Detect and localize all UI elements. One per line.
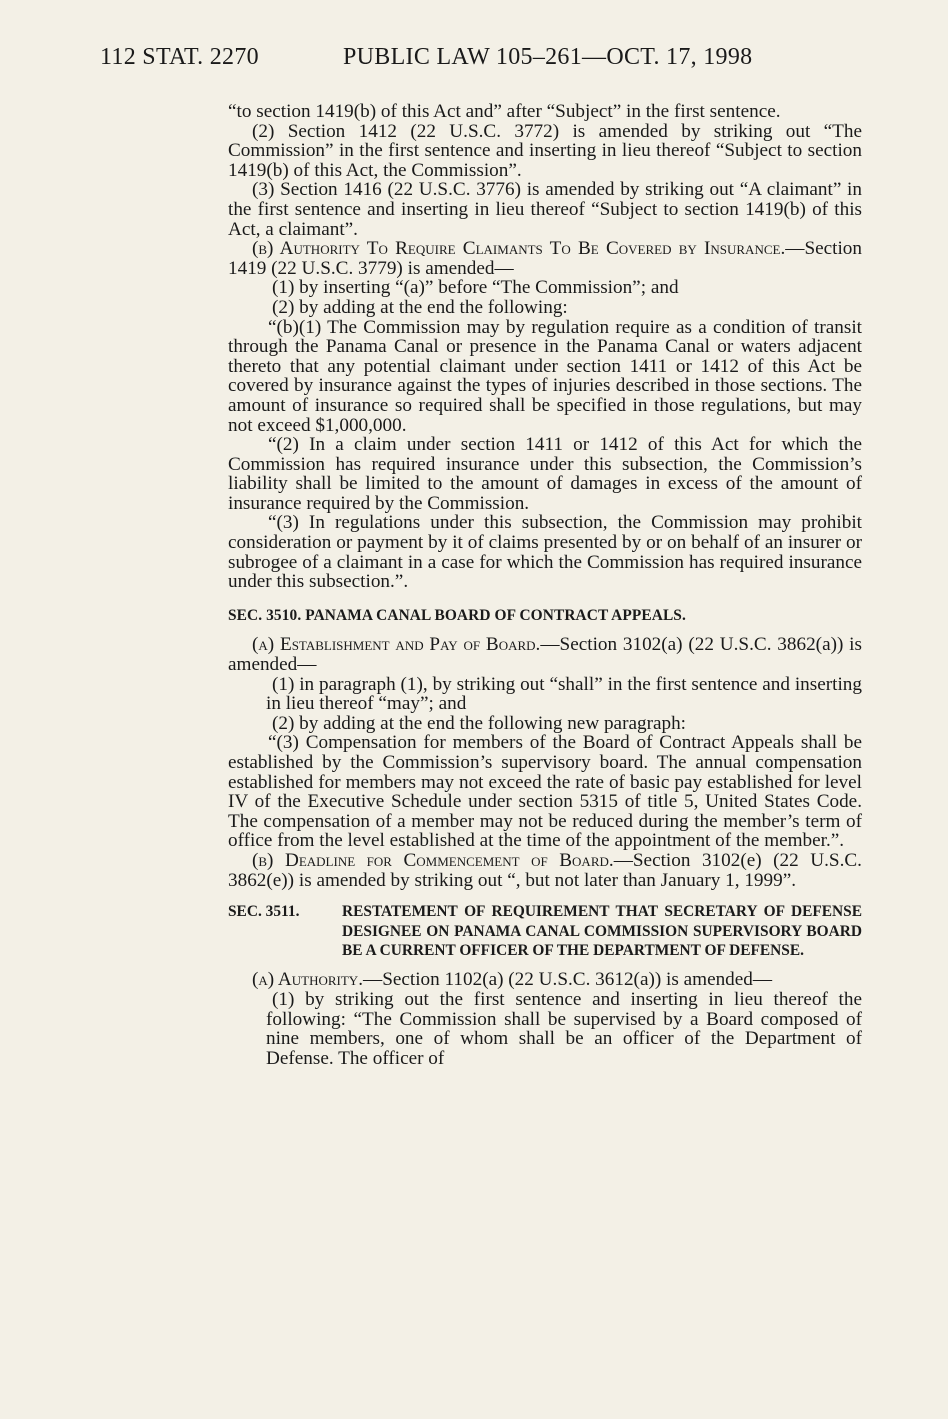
subsection-caption: (a) Authority. <box>252 969 363 991</box>
quoted-paragraph-b1: “(b)(1) The Commission may by regulation require as a condition of transit through the Panama Canal or presence in the Panama Canal or waters adjacent thereto that any potential claimant under section 1411 or 1412 of this Act be covered by insurance against the types of injuries described in those sections. The amount of insurance so required shall be specified in those regulations, but may not exceed $1,000,000. <box>228 316 862 436</box>
public-law-title: PUBLIC LAW 105–261—OCT. 17, 1998 <box>343 44 753 70</box>
clause-1-paragraph: (1) in paragraph (1), by striking out “shall” in the first sentence and inserting in lieu thereof “may”; and <box>266 673 862 715</box>
clause-1-inserting: (1) by inserting “(a)” before “The Commission”; and <box>272 277 679 299</box>
section-heading-3511 <box>228 902 862 960</box>
subsection-caption: (b) Authority To Require Claimants To Be Covered by Insurance. <box>252 238 786 260</box>
running-header <box>100 44 860 84</box>
subsection-caption: (b) Deadline for Commencement of Board. <box>252 849 614 871</box>
subsection-text: —Section 1419 (22 U.S.C. 3779) is amended— <box>228 238 862 279</box>
paragraph-section-1416: (3) Section 1416 (22 U.S.C. 3776) is amended by striking out “A claimant” in the first sentence and inserting in lieu thereof “Subject to section 1419(b) of this Act, a claimant”. <box>228 179 862 240</box>
document-body <box>228 102 862 1068</box>
section-title: RESTATEMENT OF REQUIREMENT THAT SECRETARY OF DEFENSE DESIGNEE ON PANAMA CANAL COMMISSION SUPERVISORY BOARD BE A CURRENT OFFICER OF THE DEPARTMENT OF DEFENSE. <box>342 903 862 959</box>
clause-2-adding: (2) by adding at the end the following: <box>272 296 568 318</box>
subsection-text: —Section 3102(a) (22 U.S.C. 3862(a)) is amended— <box>228 634 862 676</box>
section-number: SEC. 3511. <box>228 903 300 921</box>
subsection-b-deadline <box>228 851 862 890</box>
clause-2-new-paragraph: (2) by adding at the end the following new paragraph: <box>272 712 687 734</box>
quoted-paragraph-2: “(2) In a claim under section 1411 or 1412 of this Act for which the Commission has required insurance under this subsection, the Commission’s liability shall be limited to the amount of damages in excess of the amount of insurance required by the Commission. <box>228 434 862 514</box>
quoted-paragraph-compensation: “(3) Compensation for members of the Board of Contract Appeals shall be established by the Commission’s supervisory board. The annual compensation established for members may not exceed the rate of basic pay established for level IV of the Executive Schedule under section 5315 of title 5, United States Code. The compensation of a member may not be reduced during the member’s term of office from the level established at the time of the appointment of the member.”. <box>228 732 862 852</box>
statute-citation: 112 STAT. 2270 <box>100 44 259 70</box>
paragraph-continuation: “to section 1419(b) of this Act and” after “Subject” in the first sentence. <box>228 101 781 122</box>
subsection-a-establishment <box>228 635 862 674</box>
paragraph-section-1412: (2) Section 1412 (22 U.S.C. 3772) is amended by striking out “The Commission” in the first sentence and inserting in lieu thereof “Subject to section 1419(b) of this Act, the Commission”. <box>228 120 862 181</box>
clause-1-striking: (1) by striking out the first sentence and inserting in lieu thereof the following: “The Commission shall be supervised by a Board composed of nine members, one of whom shall be an officer of the Department of Defense. The officer of <box>266 988 862 1069</box>
subsection-a-authority <box>228 970 862 990</box>
section-heading-3510: SEC. 3510. PANAMA CANAL BOARD OF CONTRACT APPEALS. <box>228 606 686 624</box>
subsection-text: —Section 1102(a) (22 U.S.C. 3612(a)) is amended— <box>363 969 773 991</box>
subsection-caption: (a) Establishment and Pay of Board. <box>252 634 541 656</box>
quoted-paragraph-3: “(3) In regulations under this subsection, the Commission may prohibit consideration or payment by it of claims presented by or on behalf of an insurer or subrogee of a claimant in a case for which the Commission has required insurance under this subsection.”. <box>228 512 862 593</box>
subsection-text: —Section 3102(e) (22 U.S.C. 3862(e)) is amended by striking out “, but not later than January 1, 1999”. <box>228 849 862 891</box>
subsection-b-insurance <box>228 239 862 278</box>
